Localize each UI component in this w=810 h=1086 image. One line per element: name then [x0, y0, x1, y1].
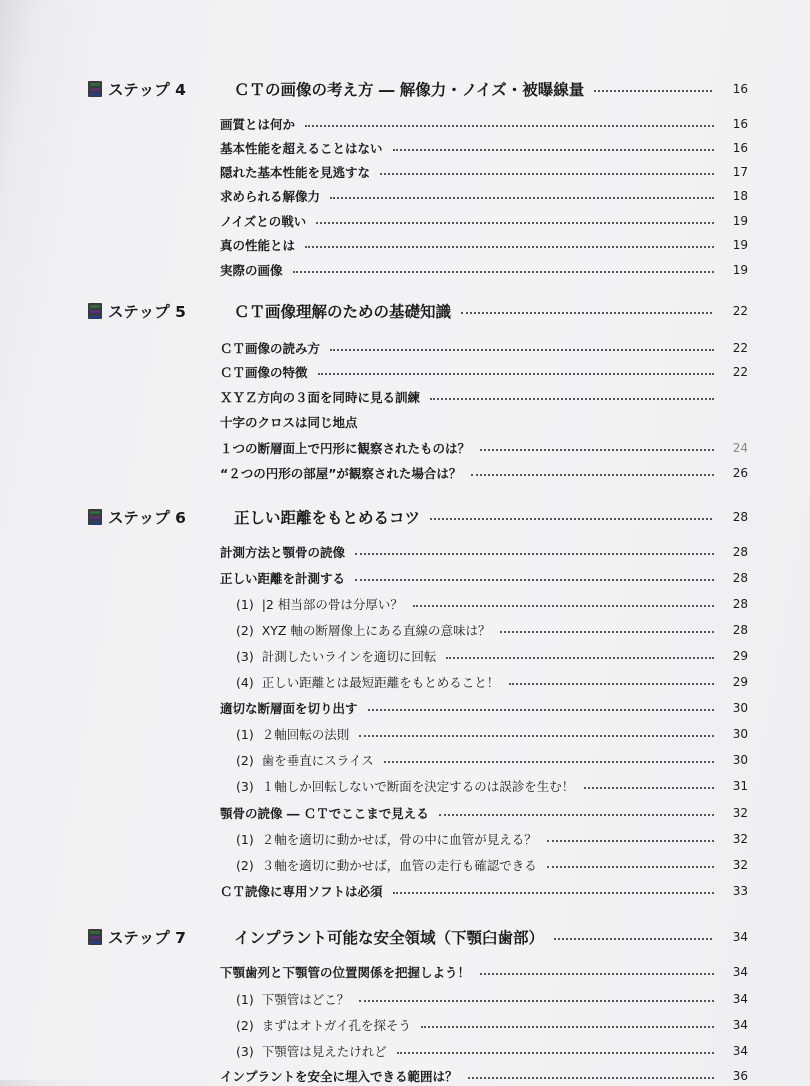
toc-entry — [220, 362, 748, 382]
entry-text: インプラントを安全に埋入できる範囲は？ — [220, 1069, 458, 1084]
dot-leader — [305, 125, 714, 127]
page-number: 22 — [732, 304, 748, 318]
dot-leader — [468, 1077, 714, 1079]
step-title: インプラント可能な安全領域（下顎臼歯部） — [234, 929, 545, 947]
dot-leader — [421, 1026, 714, 1028]
dot-leader — [305, 246, 714, 248]
page-number: 18 — [732, 189, 748, 203]
toc-entry — [220, 387, 748, 407]
toc-subentry — [236, 855, 748, 875]
dot-leader — [439, 814, 714, 816]
dot-leader — [547, 866, 714, 868]
toc-entry — [220, 138, 748, 158]
dot-leader — [355, 553, 714, 555]
page-number: 31 — [732, 779, 748, 793]
toc-subentry — [236, 776, 748, 796]
page-number: 19 — [732, 263, 748, 277]
toc-subentry — [236, 750, 748, 770]
toc-entry — [220, 803, 748, 823]
page-number: 34 — [732, 1044, 748, 1058]
page-number: 30 — [732, 727, 748, 741]
entry-text: ＣＴ画像の読み方 — [220, 341, 321, 356]
entry-text: ３軸を適切に動かせば，血管の走行も確認できる — [261, 858, 537, 873]
toc-entry — [220, 162, 748, 182]
page-number: 34 — [732, 992, 748, 1006]
entry-number: (3) — [236, 778, 254, 794]
entry-text: 正しい距離を計測する — [220, 571, 346, 586]
entry-text: 基本性能を超えることはない — [220, 141, 383, 156]
entry-text: 求められる解像力 — [220, 189, 321, 204]
page-number: 32 — [732, 858, 748, 872]
dot-leader — [430, 518, 712, 520]
page-number: 33 — [732, 884, 748, 898]
entry-text: 歯を垂直にスライス — [261, 753, 374, 768]
step-4-heading — [88, 78, 748, 100]
dot-leader — [480, 973, 714, 975]
page-number: 36 — [732, 1069, 748, 1083]
entry-text: 計測方法と顎骨の読像 — [220, 545, 346, 560]
entry-number: (2) — [236, 857, 254, 873]
dot-leader — [384, 761, 714, 763]
entry-text: ＣＴ画像の特徴 — [220, 365, 308, 380]
step-5-heading — [88, 300, 748, 322]
entry-text: 下顎歯列と下顎管の位置関係を把握しよう！ — [220, 965, 471, 980]
entry-number: (1) — [236, 831, 254, 847]
toc-subentry — [236, 672, 748, 692]
toc-entry — [220, 568, 748, 588]
toc-entry — [220, 1066, 748, 1086]
toc-entry — [220, 698, 748, 718]
toc-subentry — [236, 829, 748, 849]
entry-number: (2) — [236, 622, 254, 638]
dot-leader — [547, 840, 714, 842]
dot-leader — [430, 398, 714, 400]
toc-entry — [220, 412, 748, 432]
entry-text: |2 相当部の骨は分厚い？ — [261, 597, 403, 612]
entry-text: まずはオトガイ孔を探そう — [261, 1018, 411, 1033]
dot-leader — [461, 312, 712, 314]
entry-text: 画質とは何か — [220, 117, 296, 132]
page-number: 19 — [732, 238, 748, 252]
entry-text: ２軸回転の法則 — [261, 727, 350, 742]
page-number: 34 — [732, 930, 748, 944]
page-number: 19 — [732, 214, 748, 228]
step-title: ＣＴ画像理解のための基礎知識 — [234, 303, 452, 321]
dot-leader — [359, 1000, 714, 1002]
page-number: 16 — [732, 141, 748, 155]
toc-subentry — [236, 724, 748, 744]
dot-leader — [584, 787, 714, 789]
page-number: 28 — [732, 510, 748, 524]
dot-leader — [359, 735, 714, 737]
dot-leader — [293, 271, 714, 273]
page-number: 34 — [732, 1018, 748, 1032]
dot-leader — [330, 197, 714, 199]
page-number: 16 — [732, 117, 748, 131]
dot-leader — [393, 892, 714, 894]
step-title: ＣＴの画像の考え方 ― 解像力・ノイズ・被曝線量 — [234, 81, 585, 99]
page-number: 29 — [732, 675, 748, 689]
entry-text: 下顎管は見えたけれど — [261, 1044, 387, 1059]
dot-leader — [509, 683, 714, 685]
entry-number: (3) — [236, 1043, 254, 1059]
toc-entry — [220, 881, 748, 901]
dot-leader — [330, 349, 714, 351]
page-number: 24 — [732, 441, 748, 455]
toc-entry — [220, 211, 748, 231]
page-number: 28 — [732, 571, 748, 585]
toc-entry — [220, 438, 748, 458]
page-number: 16 — [732, 82, 748, 96]
dot-leader — [380, 173, 714, 175]
entry-text: ＣＴ読像に専用ソフトは必須 — [220, 884, 383, 899]
toc-subentry — [236, 594, 748, 614]
page-number: 32 — [732, 806, 748, 820]
entry-text: ＸＹＺ方向の３面を同時に見る訓練 — [220, 390, 421, 405]
entry-text: 適切な断層面を切り出す — [220, 701, 358, 716]
toc-entry — [220, 338, 748, 358]
step-label: ステップ 6 — [108, 509, 186, 527]
dot-leader — [500, 631, 714, 633]
book-icon — [88, 303, 102, 319]
toc-entry — [220, 542, 748, 562]
entry-text: １軸しか回転しないで断面を決定するのは誤診を生む！ — [261, 779, 575, 794]
entry-number: (1) — [236, 596, 254, 612]
toc-subentry — [236, 989, 748, 1009]
toc-entry — [220, 114, 748, 134]
page-number: 34 — [732, 965, 748, 979]
page-number: 30 — [732, 753, 748, 767]
dot-leader — [393, 149, 714, 151]
page-number: 28 — [732, 545, 748, 559]
entry-text: 十字のクロスは同じ地点 — [220, 415, 358, 430]
step-7-heading — [88, 926, 748, 948]
toc-entry — [220, 235, 748, 255]
page-number: 17 — [732, 165, 748, 179]
toc-entry — [220, 186, 748, 206]
toc-subentry — [236, 620, 748, 640]
book-icon — [88, 81, 102, 97]
dot-leader — [355, 579, 714, 581]
entry-text: “２つの円形の部屋”が観察された場合は？ — [220, 466, 462, 481]
entry-number: (1) — [236, 726, 254, 742]
step-label: ステップ 4 — [108, 81, 186, 99]
toc-subentry — [236, 1015, 748, 1035]
entry-number: (1) — [236, 991, 254, 1007]
dot-leader — [594, 90, 712, 92]
book-icon — [88, 509, 102, 525]
entry-number: (4) — [236, 674, 254, 690]
step-label: ステップ 5 — [108, 303, 186, 321]
dot-leader — [318, 373, 714, 375]
page-number: 28 — [732, 623, 748, 637]
dot-leader — [480, 449, 714, 451]
dot-leader — [471, 474, 714, 476]
step-title: 正しい距離をもとめるコツ — [234, 509, 421, 527]
entry-number: (2) — [236, 752, 254, 768]
entry-text: ２軸を適切に動かせば，骨の中に血管が見える？ — [261, 832, 537, 847]
dot-leader — [397, 1052, 714, 1054]
entry-number: (2) — [236, 1017, 254, 1033]
page-number: 32 — [732, 832, 748, 846]
entry-text: 実際の画像 — [220, 263, 283, 278]
entry-text: 真の性能とは — [220, 238, 296, 253]
dot-leader — [413, 605, 714, 607]
page-number: 26 — [732, 466, 748, 480]
page-number: 28 — [732, 597, 748, 611]
step-6-heading — [88, 506, 748, 528]
entry-number: (3) — [236, 648, 254, 664]
entry-text: １つの断層面上で円形に観察されたものは？ — [220, 441, 471, 456]
book-icon — [88, 929, 102, 945]
toc-subentry — [236, 1041, 748, 1061]
entry-text: 下顎管はどこ？ — [261, 992, 350, 1007]
dot-leader — [316, 222, 714, 224]
entry-text: 正しい距離とは最短距離をもとめること！ — [261, 675, 500, 690]
dot-leader — [446, 657, 714, 659]
entry-text: XYZ 軸の断層像上にある直線の意味は？ — [261, 623, 491, 638]
toc-entry — [220, 260, 748, 280]
entry-text: 隠れた基本性能を見逃すな — [220, 165, 371, 180]
dot-leader — [368, 709, 714, 711]
page-number: 22 — [732, 341, 748, 355]
page-number: 30 — [732, 701, 748, 715]
toc-subentry — [236, 646, 748, 666]
entry-text: 顎骨の読像 ― ＣＴでここまで見える — [220, 806, 429, 821]
step-label: ステップ 7 — [108, 929, 186, 947]
entry-text: 計測したいラインを適切に回転 — [261, 649, 437, 664]
dot-leader — [554, 938, 712, 940]
entry-text: ノイズとの戦い — [220, 214, 307, 229]
page-number: 22 — [732, 365, 748, 379]
page-number: 29 — [732, 649, 748, 663]
toc-entry — [220, 463, 748, 483]
toc-entry — [220, 962, 748, 982]
